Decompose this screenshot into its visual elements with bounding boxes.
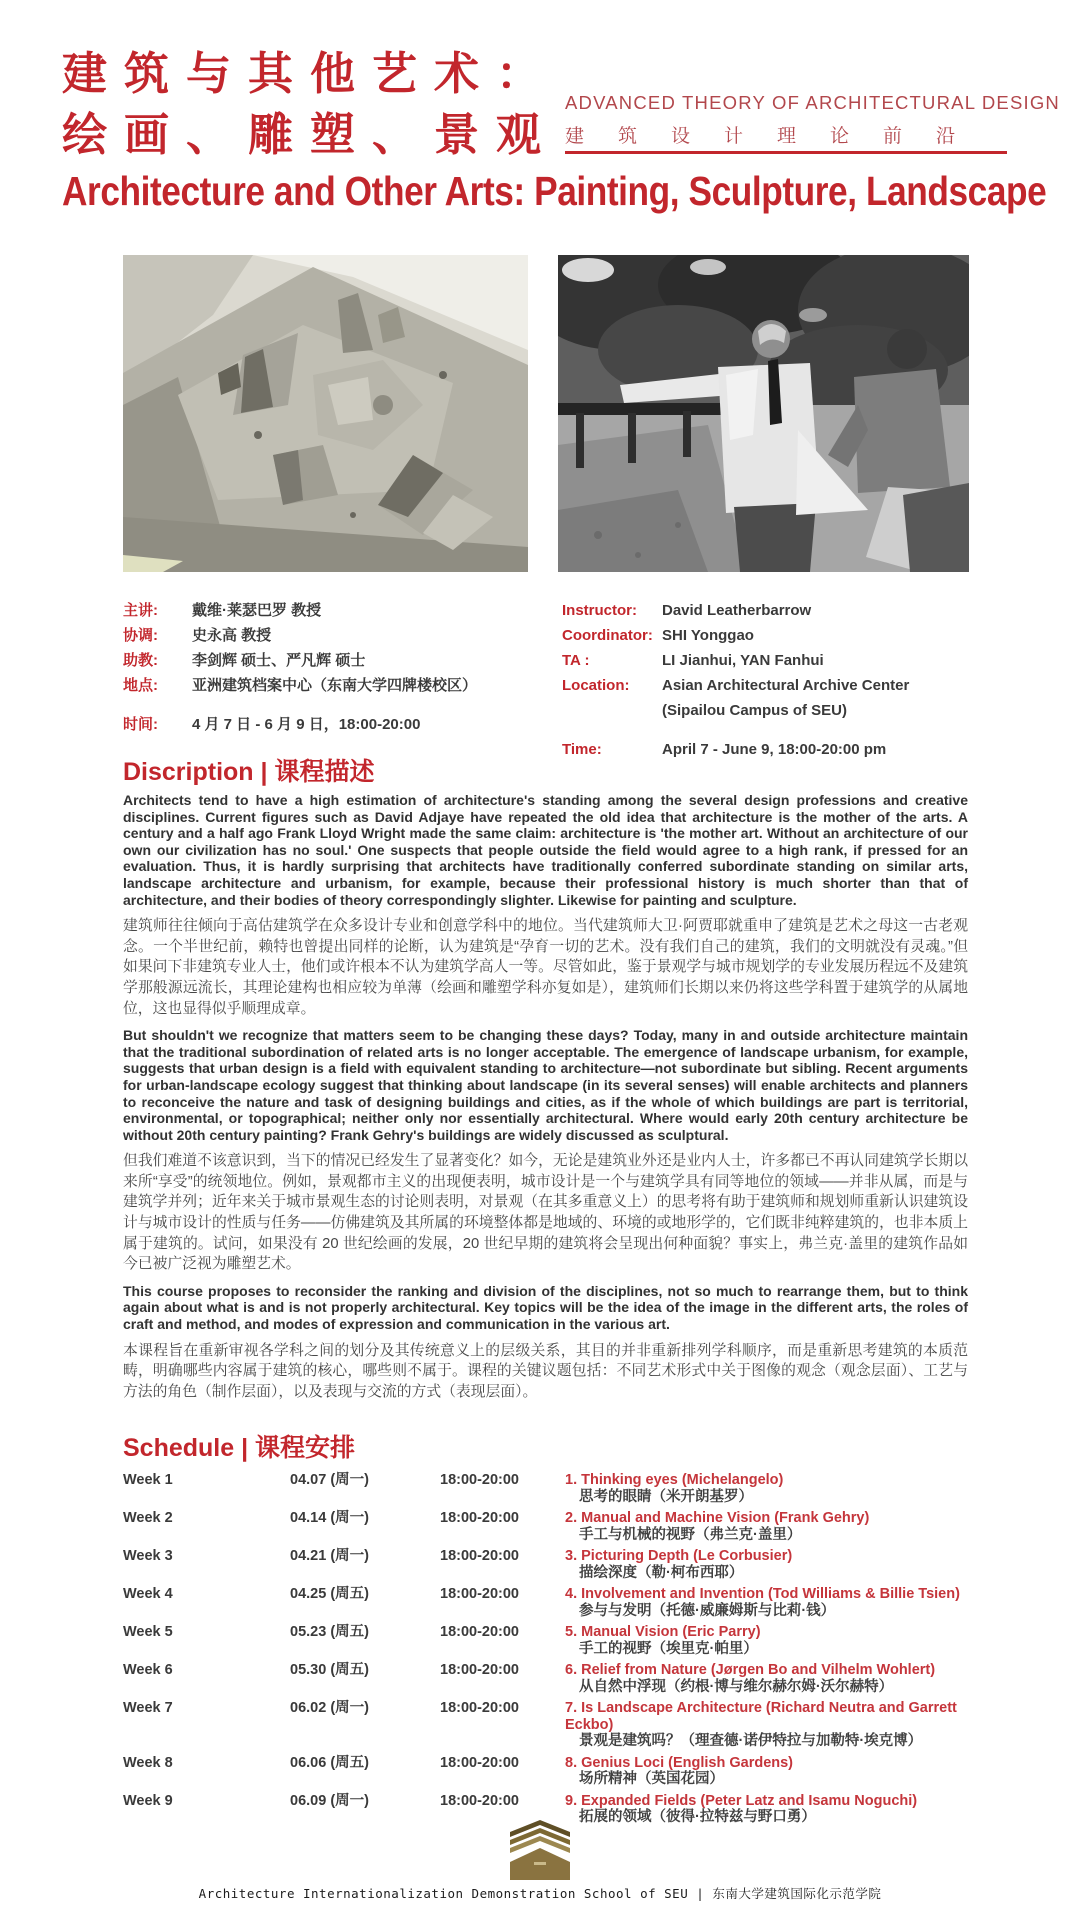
poster-title-english-wrap [62,168,1047,215]
description-paragraph-en: But shouldn't we recognize that matters seem to be changing these days? Today, many in and outside architecture maintain that the traditional subordination of related arts is no longer acceptable. The emergence of landscape urbanism, for example, suggests that urban design is a field with equivalent standing to architecture—not subordinate but sibling. Recent arguments for urban-landscape ecology suggest that thinking about landscape (in its several senses) will enable architects and planners to reconceive the nature and task of designing buildings and cities, as if the whole of which buildings are part is territorial, environmental, or topographical; neither only nor essentially architectural. Where would early 20th century architecture be without 20th century painting? Frank Gehry's buildings are widely discussed as sculptural. [123,1027,968,1143]
course-subtitle-block [565,92,1060,148]
schedule-table [123,1472,968,1831]
info-label: Location: [562,677,630,694]
schedule-topic [565,1472,968,1505]
schedule-row [123,1586,968,1619]
relief-model-photo [123,255,528,572]
footer-school-name: Architecture Internationalization Demonstration School of SEU | 东南大学建筑国际化示范学院 [198,1886,882,1901]
schedule-week: Week 8 [123,1754,173,1771]
info-label: 助教: [123,652,158,669]
schedule-topic-cn: 场所精神（英国花园） [579,1771,724,1787]
schedule-week: Week 1 [123,1472,173,1488]
schedule-topic [565,1510,968,1543]
schedule-topic-en: 2. Manual and Machine Vision (Frank Gehry) [565,1510,870,1526]
info-label: Instructor: [562,602,637,619]
schedule-topic [565,1662,968,1695]
info-value: LI Jianhui, YAN Fanhui [662,652,824,669]
info-label: TA : [562,652,590,669]
info-value: SHI Yonggao [662,627,754,644]
schedule-date: 04.25 (周五) [290,1586,369,1602]
schedule-week: Week 7 [123,1700,173,1716]
info-row-ta-cn [123,648,553,673]
schedule-topic-cn: 从自然中浮现（约根·博与维尔赫尔姆·沃尔赫特） [579,1678,894,1695]
schedule-row [123,1510,968,1543]
schedule-row [123,1472,968,1505]
schedule-topic-cn: 手工的视野（埃里克·帕里） [579,1640,758,1657]
schedule-date: 06.02 (周一) [290,1700,369,1716]
schedule-topic-en: 7. Is Landscape Architecture (Richard Neutra and Garrett Eckbo) [565,1700,957,1733]
info-label: 时间: [123,716,158,733]
info-value [662,673,909,723]
two-men-outdoors-illustration [558,255,969,572]
info-label: 协调: [123,627,158,644]
schedule-week: Week 3 [123,1548,173,1564]
schedule-date: 05.23 (周五) [290,1624,369,1640]
schedule-topic [565,1548,968,1581]
subtitle-english: ADVANCED THEORY OF ARCHITECTURAL DESIGN [565,92,1060,113]
poster-title-chinese [62,46,558,163]
school-logo [508,1820,572,1880]
info-value: 戴维·莱瑟巴罗 教授 [192,602,322,619]
instructors-photo [558,255,969,572]
info-value: 4 月 7 日 - 6 月 9 日，18:00-20:00 [192,716,421,733]
schedule-time: 18:00-20:00 [440,1586,519,1602]
schedule-topic-en: 1. Thinking eyes (Michelangelo) [565,1472,784,1488]
location-line1: Asian Architectural Archive Center [662,677,910,694]
schedule-date: 04.21 (周一) [290,1548,369,1564]
schedule-topic-cn: 拓展的领域（彼得·拉特兹与野口勇） [579,1809,816,1825]
info-row-instructor [562,598,968,623]
schedule-time: 18:00-20:00 [440,1662,519,1678]
schedule-date: 06.09 (周一) [290,1792,369,1809]
schedule-time: 18:00-20:00 [440,1548,519,1564]
schedule-topic [565,1624,968,1657]
chevron-house-emblem-icon [508,1820,572,1880]
schedule-topic-en: 3. Picturing Depth (Le Corbusier) [565,1548,793,1564]
schedule-topic-en: 9. Expanded Fields (Peter Latz and Isamu Noguchi) [565,1792,918,1809]
schedule-topic-en: 4. Involvement and Invention (Tod Williams & Billie Tsien) [565,1586,960,1602]
schedule-heading: Schedule | 课程安排 [123,1434,356,1462]
poster-title-english: Architecture and Other Arts: Painting, Sculpture, Landscape [62,168,1047,214]
description-heading: Discription | 课程描述 [123,758,375,786]
schedule-time: 18:00-20:00 [440,1700,519,1716]
schedule-topic-cn: 手工与机械的视野（弗兰克·盖里） [579,1526,802,1543]
schedule-topic-cn: 描绘深度（勒·柯布西耶） [579,1564,744,1581]
description-paragraph-cn: 本课程旨在重新审视各学科之间的划分及其传统意义上的层级关系，其目的并非重新排列学科顺序，而是重新思考建筑的本质范畴，明确哪些内容属于建筑的核心，哪些则不属于。课程的关键议题包括：不同艺术形式中关于图像的观念（观念层面）、工艺与方法的角色（制作层面），以及表现与交流的方式（表现层面）。 [123,1342,968,1400]
course-info-english [562,598,968,762]
description-paragraph-en: Architects tend to have a high estimation of architecture's standing among the several design professions and creative disciplines. Current figures such as David Adjaye have repeated the old idea that architecture is the mother of the arts. A century and a half ago Frank Lloyd Wright made the same claim: architecture is 'the mother art. Without an architecture of our own our civilization has no soul.' One suspects that people outside the field would agree to a high rank, if pressed for an evaluation. Thus, it is hardly surprising that architects have traditionally conferred subordinate standing on similar arts, landscape architecture and urbanism, for example, because their professional history is much shorter than that of architecture, and their bodies of theory correspondingly slighter. Likewise for painting and sculpture. [123,792,968,908]
schedule-topic [565,1700,968,1750]
info-value: April 7 - June 9, 18:00-20:00 pm [662,741,887,758]
schedule-week: Week 2 [123,1510,173,1526]
info-row-lecturer-cn [123,598,553,623]
info-value: David Leatherbarrow [662,602,812,619]
schedule-date: 04.07 (周一) [290,1472,369,1488]
info-row-location [562,673,968,723]
info-row-time [562,737,968,762]
title-cn-line2: 绘画、雕塑、景观 [62,109,559,160]
info-label: 主讲: [123,602,158,619]
subtitle-chinese: 建筑设计理论前沿 [565,126,990,147]
schedule-time: 18:00-20:00 [440,1510,519,1526]
description-paragraph-en: This course proposes to reconsider the ranking and division of the disciplines, not so much to rearrange them, but to think again about what is and is not properly architectural. Key topics will be the idea of the image in the different arts, the roles of craft and method, and modes of expression and communication in the various art. [123,1282,968,1333]
schedule-week: Week 6 [123,1662,173,1678]
schedule-topic [565,1793,968,1826]
schedule-topic-cn: 景观是建筑吗？（理查德·诺伊特拉与加勒特·埃克博） [579,1733,923,1749]
course-info-chinese [123,598,553,737]
schedule-date: 06.06 (周五) [290,1754,369,1771]
info-row-coordinator [562,623,968,648]
schedule-topic-cn: 参与与发明（托德·威廉姆斯与比莉·钱） [579,1602,836,1619]
schedule-row [123,1548,968,1581]
schedule-topic-en: 5. Manual Vision (Eric Parry) [565,1624,761,1640]
info-row-time-cn [123,712,553,737]
info-row-ta [562,648,968,673]
info-value: 史永高 教授 [192,627,272,644]
info-value: 亚洲建筑档案中心（东南大学四牌楼校区） [192,677,478,694]
schedule-row [123,1662,968,1695]
schedule-topic-en: 6. Relief from Nature (Jørgen Bo and Vilhelm Wohlert) [565,1662,936,1678]
schedule-week: Week 5 [123,1624,173,1640]
description-paragraph-cn: 建筑师往往倾向于高估建筑学在众多设计专业和创意学科中的地位。当代建筑师大卫·阿贾耶就重申了建筑是艺术之母这一古老观念。一个半世纪前，赖特也曾提出同样的论断，认为建筑是“孕育一切的艺术。没有我们自己的建筑，我们的文明就没有灵魂。”但如果问下非建筑专业人士，他们或许根本不认为建筑学高人一等。尽管如此，鉴于景观学与城市规划学的专业发展历程远不及建筑学那般源远流长，其理论建构也相应较为单薄（绘画和雕塑学科亦复如是），建筑师们长期以来仍将这些学科置于建筑学的从属地位，这也显得似乎顺理成章。 [123,918,968,1017]
schedule-topic [565,1586,968,1619]
schedule-date: 04.14 (周一) [290,1510,369,1526]
red-divider-rule [565,151,1007,154]
schedule-week: Week 9 [123,1792,173,1809]
info-row-location-cn [123,673,553,698]
schedule-time: 18:00-20:00 [440,1624,519,1640]
photo-row [0,255,1080,572]
info-label: Time: [562,741,602,758]
schedule-date: 05.30 (周五) [290,1662,369,1678]
schedule-row [123,1624,968,1657]
schedule-time: 18:00-20:00 [440,1472,519,1488]
schedule-topic-cn: 思考的眼睛（米开朗基罗） [579,1488,753,1505]
description-body [123,792,968,1410]
schedule-time: 18:00-20:00 [440,1792,519,1809]
description-paragraph-cn: 但我们难道不该意识到，当下的情况已经发生了显著变化？如今，无论是建筑业外还是业内人士，许多都已不再认同建筑学长期以来所“享受”的统领地位。例如，景观都市主义的出现便表明，城市设计是一个与建筑学具有同等地位的领域——并非从属，而是与建筑学并列；近年来关于城市景观生态的讨论则表明，对景观（在其多重意义上）的思考将有助于建筑师和规划师重新认识建筑设计与城市设计的性质与任务——仿佛建筑及其所属的环境整体都是地域的、环境的或地形学的，它们既非纯粹建筑的，也非本质上属于建筑的。试问，如果没有 20 世纪绘画的发展，20 世纪早期的建筑将会呈现出何种面貌？事实上，弗兰克·盖里的建筑作品如今已被广泛视为雕塑艺术。 [123,1153,968,1273]
schedule-week: Week 4 [123,1586,173,1602]
schedule-topic [565,1755,968,1788]
relief-model-illustration [123,255,528,572]
schedule-row [123,1700,968,1750]
info-row-coordinator-cn [123,623,553,648]
schedule-row [123,1755,968,1788]
info-value: 李剑辉 硕士、严凡辉 硕士 [192,652,366,669]
location-line2: (Sipailou Campus of SEU) [662,702,848,719]
schedule-time: 18:00-20:00 [440,1754,519,1771]
info-label: 地点: [123,677,158,694]
title-cn-line1: 建筑与其他艺术： [62,48,559,99]
info-label: Coordinator: [562,627,653,644]
schedule-topic-en: 8. Genius Loci (English Gardens) [565,1754,794,1771]
